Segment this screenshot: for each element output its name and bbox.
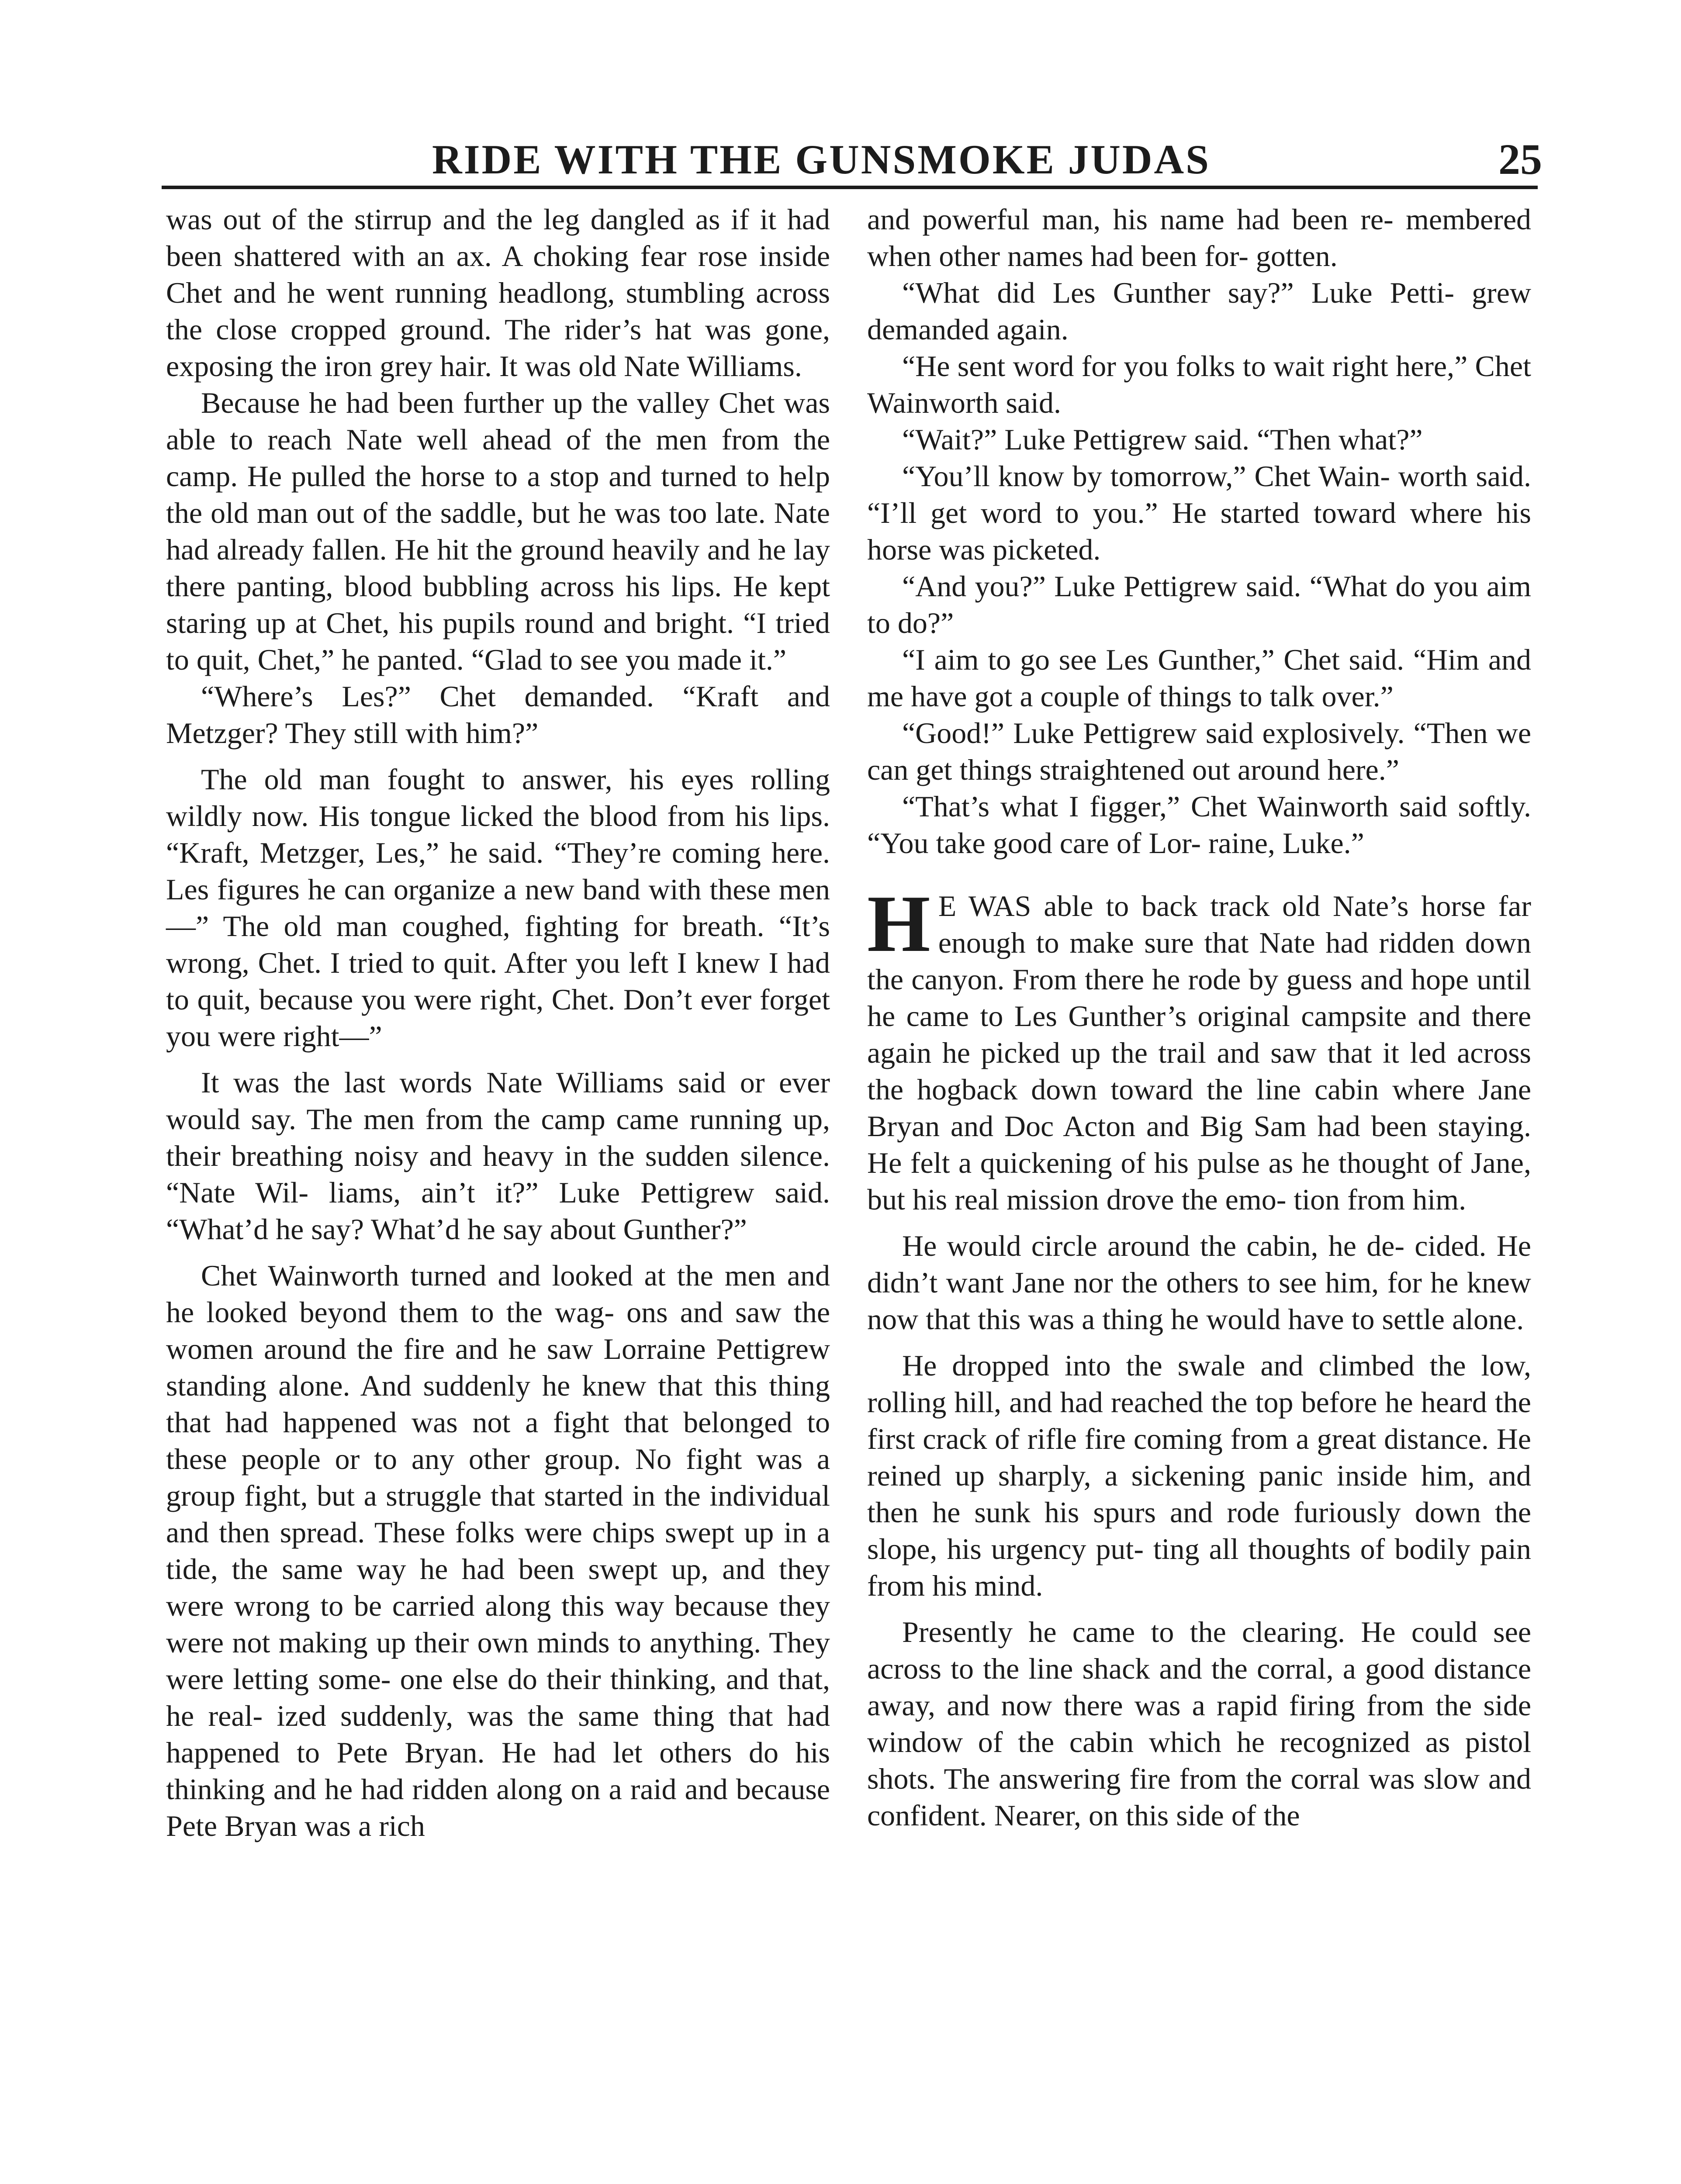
paragraph: “Wait?” Luke Pettigrew said. “Then what?” xyxy=(902,423,1423,456)
paragraph: Chet Wainworth turned and looked at the men and he looked beyond them to the wag- ons and saw the women around the fire and he saw Lorraine Pettigrew standing alone. And suddenly he knew that this thing that had happened was not a fight that belonged to these people or to any other group. No fight was a group fight, but a struggle that started in the individual and then spread. These folks were chips swept up in a tide, the same way he had been swept up, and they were wrong to be carried along this way because they were not making up their own minds to anything. They were letting some- one else do their thinking, and that, he real- ized suddenly, was the same thing that had happened to Pete Bryan. He had let others do his thinking and he had ridden along on a raid and because Pete Bryan was a rich xyxy=(166,1259,830,1842)
paragraph: Presently he came to the clearing. He could see across to the line shack and the corral, a good distance away, and now there was a rapid firing from the side window of the cabin which he recognized as pistol shots. The answering fire from the corral was slow and confident. Nearer, on this side of the xyxy=(867,1615,1531,1832)
paragraph: Because he had been further up the valley Chet was able to reach Nate well ahead of the men from the camp. He pulled the horse to a stop and turned to help the old man out of the saddle, but he was too late. Nate had already fallen. He hit the ground heavily and he lay there panting, blood bubbling across his lips. He kept staring up at Chet, his pupils round and bright. “I tried to quit, Chet,” he panted. “Glad to see you made it.” xyxy=(166,386,830,676)
running-header xyxy=(166,127,1555,192)
paragraph: It was the last words Nate Williams said or ever would say. The men from the camp came running up, their breathing noisy and heavy in the sudden silence. “Nate Wil- liams, ain’t it?” Luke Pettigrew said. “What’d he say? What’d he say about Gunther?” xyxy=(166,1066,830,1246)
right-column xyxy=(867,201,1531,1834)
header-rule xyxy=(162,186,1538,189)
paragraph: He would circle around the cabin, he de- cided. He didn’t want Jane nor the others to see him, for he knew now that this was a thing he would have to settle alone. xyxy=(867,1229,1531,1336)
drop-cap: H xyxy=(867,879,930,969)
running-title: RIDE WITH THE GUNSMOKE JUDAS xyxy=(432,136,1211,183)
paragraph: “What did Les Gunther say?” Luke Petti- grew demanded again. xyxy=(867,276,1531,346)
left-column xyxy=(166,201,830,1844)
paragraph: “You’ll know by tomorrow,” Chet Wain- worth said. “I’ll get word to you.” He started toward where his horse was picketed. xyxy=(867,460,1531,566)
paragraph: “He sent word for you folks to wait right here,” Chet Wainworth said. xyxy=(867,349,1531,419)
section-opening-paragraph xyxy=(867,879,1531,1218)
section-opening-text: E WAS able to back track old Nate’s horse far enough to make sure that Nate had ridden down the canyon. From there he rode by guess and hope until he came to Les Gunther’s original campsite and there again he picked up the trail and saw that it led across the hogback down toward the line cabin where Jane Bryan and Doc Acton and Big Sam had been staying. He felt a quickening of his pulse as he thought of Jane, but his real mission drove the emo- tion from him. xyxy=(867,889,1531,1216)
paragraph: “That’s what I figger,” Chet Wainworth said softly. “You take good care of Lor- raine, Luke.” xyxy=(867,790,1531,860)
paragraph: “Good!” Luke Pettigrew said explosively. “Then we can get things straightened out around here.” xyxy=(867,716,1531,786)
paragraph: The old man fought to answer, his eyes rolling wildly now. His tongue licked the blood from his lips. “Kraft, Metzger, Les,” he said. “They’re coming here. Les figures he can organize a new band with these men—” The old man coughed, fighting for breath. “It’s wrong, Chet. I tried to quit. After you left I knew I had to quit, because you were right, Chet. Don’t ever forget you were right—” xyxy=(166,763,830,1053)
paragraph: “I aim to go see Les Gunther,” Chet said. “Him and me have got a couple of things to talk over.” xyxy=(867,643,1531,713)
paragraph: “Where’s Les?” Chet demanded. “Kraft and Metzger? They still with him?” xyxy=(166,680,830,750)
paragraph: “And you?” Luke Pettigrew said. “What do you aim to do?” xyxy=(867,570,1531,639)
paragraph: was out of the stirrup and the leg dangled as if it had been shattered with an ax. A choking fear rose inside Chet and he went running headlong, stumbling across the close cropped ground. The rider’s hat was gone, exposing the iron grey hair. It was old Nate Williams. xyxy=(166,203,830,383)
paragraph: and powerful man, his name had been re- membered when other names had been for- gotten. xyxy=(867,203,1531,273)
page-number: 25 xyxy=(1498,135,1542,183)
paragraph: He dropped into the swale and climbed the low, rolling hill, and had reached the top before he heard the first crack of rifle fire coming from a great distance. He reined up sharply, a sickening panic inside him, and then he sunk his spurs and rode furiously down the slope, his urgency put- ting all thoughts of bodily pain from his mind. xyxy=(867,1349,1531,1602)
